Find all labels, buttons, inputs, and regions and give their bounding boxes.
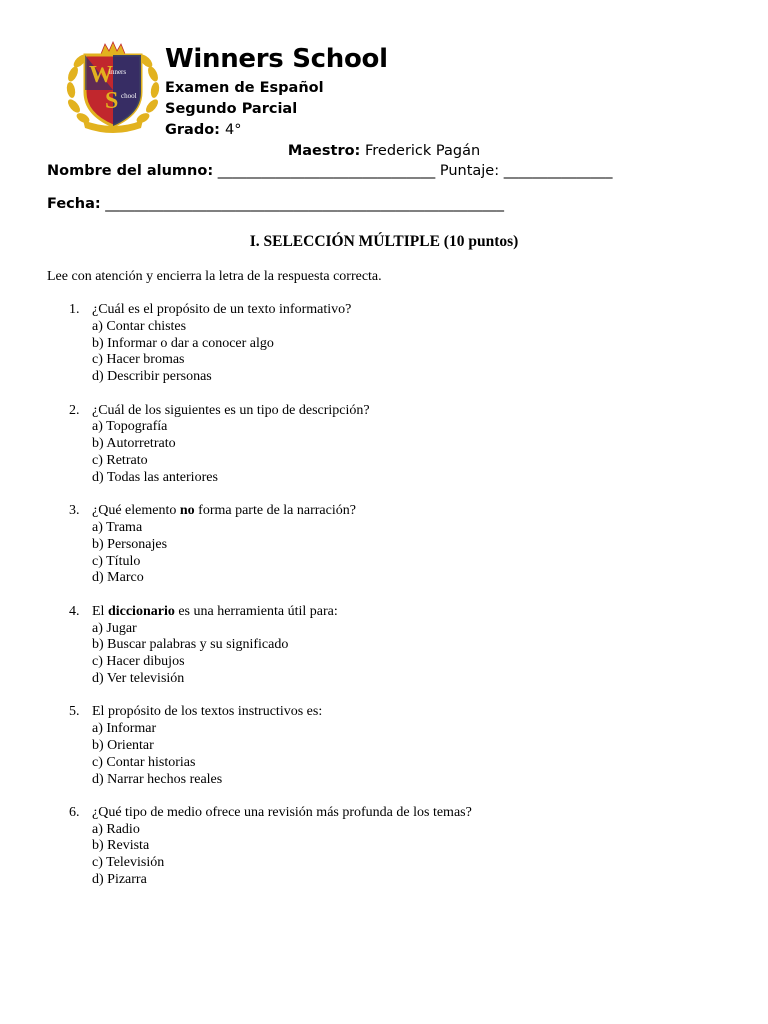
question-item [47,704,727,788]
question-item [47,503,727,587]
logo-letter-w: W [89,62,113,88]
answer-option: b) Informar o dar a conocer algo [92,335,274,351]
question-number: 5. [69,704,80,720]
logo-letter-s: S [105,88,119,114]
answer-option: d) Todas las anteriores [92,469,218,485]
answer-option: a) Trama [92,519,143,535]
answer-option: b) Revista [92,838,150,854]
teacher-line [0,143,768,159]
answer-option: c) Contar historias [92,754,196,770]
question-number: 1. [69,302,80,317]
logo-text-inners: inners [109,68,127,76]
school-name: Winners School [165,44,388,74]
student-name-blank: ______________________________ [217,163,436,179]
answer-option: b) Personajes [92,536,168,552]
grade-label: Grado: [165,122,220,138]
answer-option: c) Televisión [92,855,165,871]
grade-line [165,122,242,138]
question-text: El diccionario es una herramienta útil para: [92,603,338,619]
question-number: 2. [69,402,80,418]
answer-option: a) Jugar [92,620,137,636]
date-line [47,196,504,212]
date-blank: _______________________________________________________ [105,196,505,212]
question-item [47,805,727,889]
answer-option: d) Pizarra [92,872,147,888]
answer-option: d) Describir personas [92,369,212,385]
answer-option: b) Buscar palabras y su significado [92,637,289,653]
answer-option: d) Marco [92,570,144,586]
answer-option: a) Topografía [92,419,168,435]
question-item [47,403,727,487]
answer-option: c) Hacer dibujos [92,654,185,670]
answer-option: c) Hacer bromas [92,352,185,368]
school-crest-logo [63,40,163,134]
exam-title: Examen de Español [165,80,324,96]
question-text: ¿Cuál de los siguientes es un tipo de descripción? [92,402,370,418]
question-number: 4. [69,603,80,619]
exam-term: Segundo Parcial [165,101,298,117]
question-number: 6. [69,804,80,820]
answer-option: c) Título [92,553,141,569]
question-item [47,302,727,386]
student-name-line [47,163,612,179]
answer-option: b) Orientar [92,737,154,753]
date-label: Fecha: [47,196,101,212]
student-name-label: Nombre del alumno: [47,163,214,179]
question-item [47,604,727,688]
question-list [47,302,727,905]
answer-option: a) Radio [92,821,140,837]
question-text: ¿Qué tipo de medio ofrece una revisión más profunda de los temas? [92,804,472,820]
score-blank: _______________ [503,163,613,179]
answer-option: b) Autorretrato [92,436,176,452]
teacher-label: Maestro: [287,143,361,159]
question-text: ¿Cuál es el propósito de un texto informativo? [92,302,352,317]
crown-icon [101,42,125,54]
section-title: I. SELECCIÓN MÚLTIPLE (10 puntos) [249,233,519,250]
section-instructions: Lee con atención y encierra la letra de la respuesta correcta. [47,269,382,284]
logo-text-chool: chool [121,92,137,100]
question-number: 3. [69,503,80,519]
answer-option: d) Ver televisión [92,670,185,686]
question-text: ¿Qué elemento no forma parte de la narración? [92,503,356,519]
answer-option: a) Contar chistes [92,318,187,334]
answer-option: d) Narrar hechos reales [92,771,223,787]
answer-option: c) Retrato [92,452,148,468]
grade-value: 4° [225,122,242,138]
answer-option: a) Informar [92,721,157,737]
question-text: El propósito de los textos instructivos es: [92,704,323,720]
teacher-name: Frederick Pagán [364,143,481,159]
score-label: Puntaje: [439,163,500,179]
